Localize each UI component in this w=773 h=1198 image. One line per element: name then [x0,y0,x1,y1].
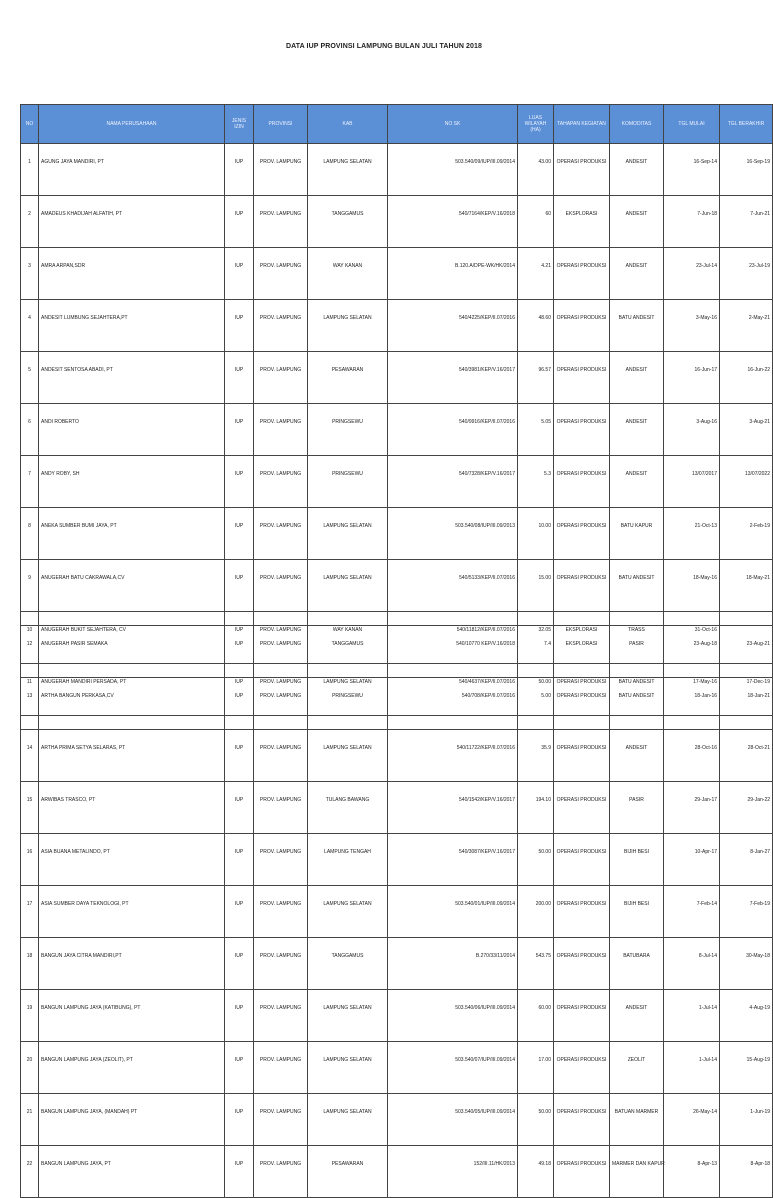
header-provinsi: PROVINSI [254,105,308,144]
header-nama-perusahaan: NAMA PERUSAHAAN [39,105,225,144]
cell-jenis-izin: IUP [225,248,254,300]
cell-provinsi: PROV. LAMPUNG [254,300,308,352]
cell-kab: PESAWARAN [308,1146,388,1198]
cell-no: 6 [21,404,39,456]
cell-komoditas: PASIR [610,626,664,678]
cell-no: 10 [21,612,39,664]
cell-kab: LAMPUNG SELATAN [308,144,388,196]
cell-provinsi: PROV. LAMPUNG [254,678,308,730]
cell-tgl-berakhir: 18-May-21 [720,560,773,612]
cell-komoditas: BATU KAPUR [610,508,664,560]
cell-tgl-berakhir: 18-Jan-21 [720,678,773,730]
cell-kab: TULANG BAWANG [308,782,388,834]
cell-tgl-berakhir: 30-May-18 [720,938,773,990]
table-row [21,560,773,612]
cell-luas-wilayah: 48.60 [518,300,554,352]
cell-kab: PRINGSEWU [308,456,388,508]
cell-nama-perusahaan: BANGUN LAMPUNG JAYA, (MANDAH) PT [39,1094,225,1146]
cell-tgl-mulai: 1-Jul-14 [664,1042,720,1094]
cell-tgl-mulai: 23-Jul-14 [664,248,720,300]
cell-tgl-mulai: 1-Jul-14 [664,990,720,1042]
cell-no: 15 [21,782,39,834]
cell-tgl-mulai: 3-May-16 [664,300,720,352]
cell-tgl-berakhir: 23-Jul-19 [720,248,773,300]
cell-no: 7 [21,456,39,508]
cell-tgl-berakhir: 16-Sep-19 [720,144,773,196]
table-row [21,404,773,456]
cell-luas-wilayah: 32.05 [518,612,554,664]
cell-provinsi: PROV. LAMPUNG [254,508,308,560]
cell-tahapan-kegiatan: OPERASI PRODUKSI [554,508,610,560]
cell-kab: LAMPUNG SELATAN [308,886,388,938]
cell-komoditas: ANDESIT [610,196,664,248]
cell-jenis-izin: IUP [225,730,254,782]
cell-jenis-izin: IUP [225,938,254,990]
cell-no-sk: 540/7164/KEP/V.16/2018 [388,196,518,248]
cell-nama-perusahaan: ARTHA BANGUN PERKASA,CV [39,678,225,730]
cell-kab: WAY KANAN [308,248,388,300]
cell-tahapan-kegiatan: OPERASI PRODUKSI [554,300,610,352]
cell-no-sk: 540/7328/KEP/V.16/2017 [388,456,518,508]
cell-nama-perusahaan: AMADEUS KHADIJAH ALFATIH, PT [39,196,225,248]
cell-no-sk: B.120.A/DPE-WK/HK/2014 [388,248,518,300]
cell-no-sk: 540/4225/KEP/II.07/2016 [388,300,518,352]
cell-no-sk: 540/3981/KEP/V.16/2017 [388,352,518,404]
cell-tahapan-kegiatan: EKSPLORASI [554,612,610,664]
cell-tgl-berakhir: 16-Jun-22 [720,352,773,404]
cell-luas-wilayah: 15.00 [518,560,554,612]
cell-luas-wilayah: 60.00 [518,990,554,1042]
cell-tahapan-kegiatan: OPERASI PRODUKSI [554,664,610,716]
header-luas-wilayah: LUAS WILAYAH (HA) [518,105,554,144]
cell-no-sk: 503.540/01/IUP/III.09/2014 [388,886,518,938]
cell-nama-perusahaan: ASIA SUMBER DAYA TEKNOLOGI, PT [39,886,225,938]
cell-no: 11 [21,664,39,716]
cell-tgl-mulai: 29-Jan-17 [664,782,720,834]
cell-komoditas: BIJIH BESI [610,834,664,886]
cell-tahapan-kegiatan: OPERASI PRODUKSI [554,144,610,196]
table-row [21,196,773,248]
cell-no-sk: 540/3087/KEP/V.16/2017 [388,834,518,886]
cell-nama-perusahaan: ANUGERAH PASIR SEMAKA [39,626,225,678]
cell-kab: LAMPUNG TENGAH [308,834,388,886]
cell-tgl-mulai: 13/07/2017 [664,456,720,508]
cell-no: 16 [21,834,39,886]
cell-komoditas: BATU ANDESIT [610,678,664,730]
cell-tgl-mulai: 18-Jan-16 [664,678,720,730]
cell-provinsi: PROV. LAMPUNG [254,560,308,612]
cell-jenis-izin: IUP [225,678,254,730]
cell-tgl-berakhir: 28-Oct-21 [720,730,773,782]
table-row [21,508,773,560]
cell-provinsi: PROV. LAMPUNG [254,730,308,782]
cell-no: 3 [21,248,39,300]
cell-kab: PRINGSEWU [308,404,388,456]
cell-tgl-berakhir: 13/07/2022 [720,456,773,508]
cell-tahapan-kegiatan: OPERASI PRODUKSI [554,560,610,612]
cell-provinsi: PROV. LAMPUNG [254,782,308,834]
cell-luas-wilayah: 50.00 [518,664,554,716]
cell-kab: PRINGSEWU [308,678,388,730]
cell-tgl-mulai: 7-Feb-14 [664,886,720,938]
cell-tahapan-kegiatan: OPERASI PRODUKSI [554,1042,610,1094]
cell-kab: WAY KANAN [308,612,388,664]
cell-jenis-izin: IUP [225,626,254,678]
header-komoditas: KOMODITAS [610,105,664,144]
cell-tahapan-kegiatan: OPERASI PRODUKSI [554,404,610,456]
cell-tahapan-kegiatan: OPERASI PRODUKSI [554,730,610,782]
table-row [21,1146,773,1198]
cell-nama-perusahaan: BANGUN LAMPUNG JAYA (KATIBUNG), PT [39,990,225,1042]
cell-nama-perusahaan: ARTHA PRIMA SETYA SELARAS, PT [39,730,225,782]
cell-tgl-berakhir: 2-Feb-19 [720,508,773,560]
cell-tgl-berakhir: 17-Dec-19 [720,664,773,716]
cell-kab: TANGGAMUS [308,938,388,990]
cell-komoditas: ANDESIT [610,404,664,456]
cell-provinsi: PROV. LAMPUNG [254,664,308,716]
cell-tgl-mulai: 23-Aug-18 [664,626,720,678]
cell-luas-wilayah: 10.00 [518,508,554,560]
cell-no-sk: 503.540/08/IUP/III.09/2013 [388,508,518,560]
cell-no: 2 [21,196,39,248]
cell-provinsi: PROV. LAMPUNG [254,612,308,664]
cell-tgl-berakhir: 8-Jan-27 [720,834,773,886]
cell-tgl-berakhir: 3-Aug-21 [720,404,773,456]
cell-jenis-izin: IUP [225,404,254,456]
cell-kab: LAMPUNG SELATAN [308,1094,388,1146]
cell-no: 13 [21,678,39,730]
table-row [21,456,773,508]
cell-luas-wilayah: 5.3 [518,456,554,508]
cell-tgl-mulai: 28-Oct-16 [664,730,720,782]
cell-komoditas: ANDESIT [610,456,664,508]
header-row [21,105,773,144]
cell-luas-wilayah: 50.00 [518,1094,554,1146]
cell-jenis-izin: IUP [225,456,254,508]
cell-provinsi: PROV. LAMPUNG [254,938,308,990]
cell-tahapan-kegiatan: OPERASI PRODUKSI [554,834,610,886]
cell-kab: LAMPUNG SELATAN [308,560,388,612]
cell-tgl-mulai: 10-Apr-17 [664,834,720,886]
cell-luas-wilayah: 5.00 [518,678,554,730]
cell-komoditas: MARMER DAN KAPUR [610,1146,664,1198]
cell-tgl-berakhir: 29-Jan-22 [720,782,773,834]
cell-nama-perusahaan: ANUGERAH BATU CAKRAWALA,CV [39,560,225,612]
cell-no: 4 [21,300,39,352]
cell-tgl-mulai: 16-Sep-14 [664,144,720,196]
cell-tahapan-kegiatan: EKSPLORASI [554,196,610,248]
cell-komoditas: BATU ANDESIT [610,560,664,612]
cell-tahapan-kegiatan: OPERASI PRODUKSI [554,886,610,938]
cell-komoditas: ANDESIT [610,352,664,404]
cell-tgl-mulai: 17-May-16 [664,664,720,716]
cell-no: 19 [21,990,39,1042]
cell-komoditas: TRASS [610,612,664,664]
table-row [21,144,773,196]
table-row [21,1042,773,1094]
cell-luas-wilayah: 50.00 [518,834,554,886]
cell-jenis-izin: IUP [225,886,254,938]
header-no-sk: NO SK [388,105,518,144]
cell-kab: LAMPUNG SELATAN [308,730,388,782]
table-row [21,678,773,730]
cell-no: 18 [21,938,39,990]
cell-tahapan-kegiatan: OPERASI PRODUKSI [554,678,610,730]
cell-no-sk: 540/11812/KEP/II.07/2016 [388,612,518,664]
table-row [21,938,773,990]
header-jenis-izin: JENIS IZIN [225,105,254,144]
cell-tahapan-kegiatan: OPERASI PRODUKSI [554,990,610,1042]
cell-kab: LAMPUNG SELATAN [308,300,388,352]
cell-tgl-berakhir: 1-Jun-19 [720,1094,773,1146]
cell-jenis-izin: IUP [225,1042,254,1094]
cell-kab: LAMPUNG SELATAN [308,1042,388,1094]
cell-no: 9 [21,560,39,612]
cell-jenis-izin: IUP [225,664,254,716]
cell-komoditas: BATUAN MARMER [610,1094,664,1146]
cell-no: 20 [21,1042,39,1094]
cell-no-sk: 540/10770 KEP/V.16/2018 [388,626,518,678]
cell-tahapan-kegiatan: OPERASI PRODUKSI [554,248,610,300]
cell-jenis-izin: IUP [225,612,254,664]
cell-provinsi: PROV. LAMPUNG [254,1042,308,1094]
cell-jenis-izin: IUP [225,990,254,1042]
cell-nama-perusahaan: BANGUN LAMPUNG JAYA (ZEOLIT), PT [39,1042,225,1094]
cell-kab: LAMPUNG SELATAN [308,990,388,1042]
cell-tgl-berakhir: 7-Jun-21 [720,196,773,248]
cell-provinsi: PROV. LAMPUNG [254,456,308,508]
cell-jenis-izin: IUP [225,782,254,834]
cell-luas-wilayah: 7.4 [518,626,554,678]
table-row [21,782,773,834]
table-row [21,352,773,404]
cell-jenis-izin: IUP [225,196,254,248]
cell-provinsi: PROV. LAMPUNG [254,990,308,1042]
cell-jenis-izin: IUP [225,300,254,352]
cell-provinsi: PROV. LAMPUNG [254,886,308,938]
cell-no-sk: 503.540/07/IUP/III.09/2014 [388,1042,518,1094]
cell-no-sk: 540/9916/KEP/II.07/2016 [388,404,518,456]
cell-luas-wilayah: 543.75 [518,938,554,990]
cell-nama-perusahaan: AMRA ARPAN,SDR [39,248,225,300]
header-tgl-mulai: TGL MULAI [664,105,720,144]
cell-nama-perusahaan: AGUNG JAYA MANDIRI, PT [39,144,225,196]
cell-luas-wilayah: 35.9 [518,730,554,782]
cell-provinsi: PROV. LAMPUNG [254,196,308,248]
iup-table-2 [20,625,773,1198]
header-tahapan-kegiatan: TAHAPAN KEGIATAN [554,105,610,144]
cell-tgl-mulai: 21-Oct-13 [664,508,720,560]
cell-kab: LAMPUNG SELATAN [308,664,388,716]
cell-jenis-izin: IUP [225,834,254,886]
cell-tgl-mulai: 8-Apr-13 [664,1146,720,1198]
cell-komoditas: ANDESIT [610,144,664,196]
cell-tgl-mulai: 31-Oct-16 [664,612,720,664]
cell-nama-perusahaan: ANDY ROBY, SH [39,456,225,508]
cell-komoditas: BIJIH BESI [610,886,664,938]
cell-tahapan-kegiatan: OPERASI PRODUKSI [554,1094,610,1146]
cell-luas-wilayah: 17.00 [518,1042,554,1094]
cell-provinsi: PROV. LAMPUNG [254,144,308,196]
cell-nama-perusahaan: ASIA BUANA METALINDO, PT [39,834,225,886]
cell-tgl-berakhir: 23-Aug-21 [720,626,773,678]
cell-jenis-izin: IUP [225,560,254,612]
cell-tgl-mulai: 16-Jun-17 [664,352,720,404]
cell-nama-perusahaan: ARWIBAS TRASCO, PT [39,782,225,834]
cell-luas-wilayah: 4.21 [518,248,554,300]
cell-nama-perusahaan: ANEKA SUMBER BUMI JAYA, PT [39,508,225,560]
cell-luas-wilayah: 60 [518,196,554,248]
cell-nama-perusahaan: ANUGERAH BUKIT SEJAHTERA, CV [39,612,225,664]
cell-kab: PESAWARAN [308,352,388,404]
table-row [21,990,773,1042]
header-kab: KAB [308,105,388,144]
table-row [21,730,773,782]
cell-no: 14 [21,730,39,782]
cell-no: 21 [21,1094,39,1146]
cell-komoditas: BATU ANDESIT [610,300,664,352]
cell-no: 12 [21,626,39,678]
cell-luas-wilayah: 96.57 [518,352,554,404]
cell-tgl-mulai: 18-May-16 [664,560,720,612]
cell-provinsi: PROV. LAMPUNG [254,352,308,404]
cell-tgl-mulai: 8-Jul-14 [664,938,720,990]
cell-provinsi: PROV. LAMPUNG [254,1146,308,1198]
cell-tgl-berakhir: 15-Aug-19 [720,1042,773,1094]
cell-tahapan-kegiatan: OPERASI PRODUKSI [554,782,610,834]
cell-tgl-berakhir: 7-Feb-19 [720,886,773,938]
cell-luas-wilayah: 200.00 [518,886,554,938]
cell-nama-perusahaan: BANGUN LAMPUNG JAYA, PT [39,1146,225,1198]
cell-luas-wilayah: 194.10 [518,782,554,834]
cell-no-sk: 540/5133/KEP/II.07/2016 [388,560,518,612]
cell-komoditas: ZEOLIT [610,1042,664,1094]
cell-no: 22 [21,1146,39,1198]
cell-luas-wilayah: 5.05 [518,404,554,456]
cell-jenis-izin: IUP [225,352,254,404]
cell-jenis-izin: IUP [225,508,254,560]
cell-nama-perusahaan: ANDI ROBERTO [39,404,225,456]
cell-komoditas: ANDESIT [610,248,664,300]
cell-tgl-berakhir: 8-Apr-18 [720,1146,773,1198]
cell-kab: TANGGAMUS [308,626,388,678]
cell-provinsi: PROV. LAMPUNG [254,834,308,886]
cell-tahapan-kegiatan: OPERASI PRODUKSI [554,352,610,404]
cell-provinsi: PROV. LAMPUNG [254,404,308,456]
cell-tahapan-kegiatan: EKSPLORASI [554,626,610,678]
cell-no-sk: 152/III.11/HK/2013 [388,1146,518,1198]
header-tgl-berakhir: TGL BERAKHIR [720,105,773,144]
cell-no: 17 [21,886,39,938]
table-row [21,834,773,886]
cell-komoditas: BATUBARA [610,938,664,990]
cell-no-sk: B.270/33/11/2014 [388,938,518,990]
table-row [21,300,773,352]
table-row [21,886,773,938]
header-no: NO [21,105,39,144]
cell-provinsi: PROV. LAMPUNG [254,626,308,678]
cell-komoditas: PASIR [610,782,664,834]
cell-nama-perusahaan: ANUGERAH MANDIRI PERSADA, PT [39,664,225,716]
table-row [21,626,773,678]
cell-tgl-berakhir: 4-Aug-19 [720,990,773,1042]
cell-tgl-berakhir: 2-May-21 [720,300,773,352]
cell-jenis-izin: IUP [225,1146,254,1198]
cell-nama-perusahaan: ANDESIT SENTOSA ABADI, PT [39,352,225,404]
cell-no-sk: 540/1542/KEP/V.16/2017 [388,782,518,834]
cell-no: 1 [21,144,39,196]
table-row [21,248,773,300]
cell-tgl-mulai: 7-Jun-18 [664,196,720,248]
cell-no-sk: 540/4637/KEP/II.07/2016 [388,664,518,716]
cell-tgl-mulai: 3-Aug-16 [664,404,720,456]
cell-komoditas: ANDESIT [610,730,664,782]
cell-no: 5 [21,352,39,404]
cell-kab: TANGGAMUS [308,196,388,248]
cell-jenis-izin: IUP [225,144,254,196]
cell-no-sk: 503.540/05/IUP/III.09/2014 [388,1094,518,1146]
cell-komoditas: ANDESIT [610,990,664,1042]
cell-no-sk: 503.540/06/IUP/III.09/2014 [388,990,518,1042]
page-title: DATA IUP PROVINSI LAMPUNG BULAN JULI TAHUN 2018 [285,43,483,50]
cell-no-sk: 503.540/09/IUP/III.09/2014 [388,144,518,196]
cell-tahapan-kegiatan: OPERASI PRODUKSI [554,938,610,990]
cell-no: 8 [21,508,39,560]
cell-luas-wilayah: 49.18 [518,1146,554,1198]
cell-tahapan-kegiatan: OPERASI PRODUKSI [554,1146,610,1198]
cell-provinsi: PROV. LAMPUNG [254,1094,308,1146]
cell-tgl-mulai: 26-May-14 [664,1094,720,1146]
cell-komoditas: BATU ANDESIT [610,664,664,716]
cell-luas-wilayah: 43.00 [518,144,554,196]
cell-provinsi: PROV. LAMPUNG [254,248,308,300]
cell-jenis-izin: IUP [225,1094,254,1146]
cell-nama-perusahaan: BANGUN JAYA CITRA MANDIRI,PT [39,938,225,990]
cell-nama-perusahaan: ANDESIT LUMBUNG SEJAHTERA,PT [39,300,225,352]
cell-tahapan-kegiatan: OPERASI PRODUKSI [554,456,610,508]
cell-no-sk: 540/708/KEP/II.07/2016 [388,678,518,730]
cell-no-sk: 540/11722/KEP/II.07/2016 [388,730,518,782]
table-row [21,1094,773,1146]
cell-kab: LAMPUNG SELATAN [308,508,388,560]
